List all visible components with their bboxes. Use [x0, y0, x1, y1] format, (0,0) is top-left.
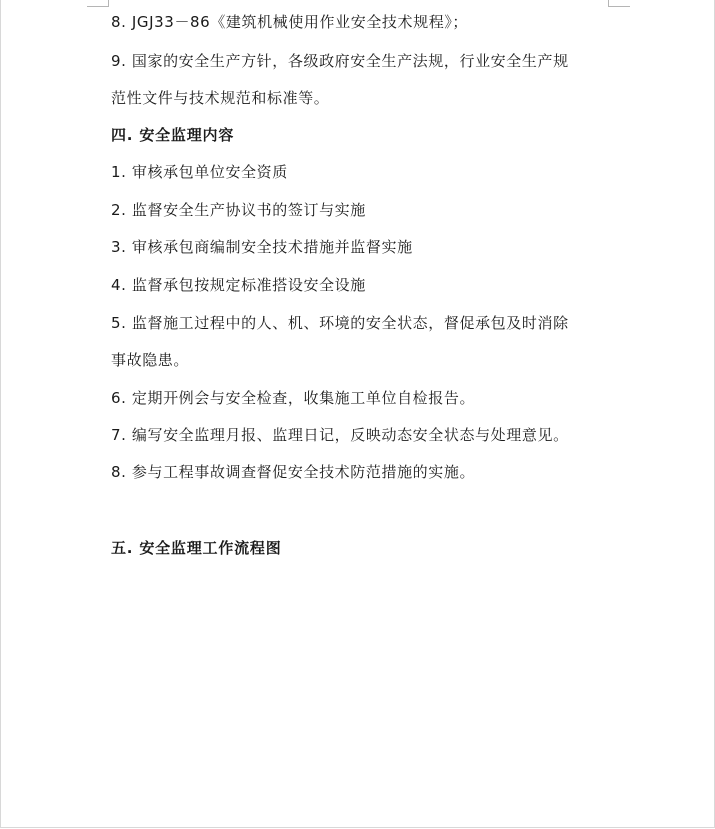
list-item-content-7: 7. 编写安全监理月报、监理日记，反映动态安全状态与处理意见。: [111, 426, 569, 444]
list-item-content-1: 1. 审核承包单位安全资质: [111, 163, 288, 181]
section-heading-4: 四. 安全监理内容: [111, 126, 235, 144]
section-heading-5: 五. 安全监理工作流程图: [111, 539, 282, 557]
list-item-standard-9-continued: 范性文件与技术规范和标准等。: [111, 89, 330, 107]
list-item-standard-9: 9. 国家的安全生产方针，各级政府安全生产法规，行业安全生产规: [111, 52, 569, 70]
list-item-standard-8: 8. JGJ33－86《建筑机械使用作业安全技术规程》；: [111, 13, 469, 31]
list-item-content-2: 2. 监督安全生产协议书的签订与实施: [111, 201, 366, 219]
list-item-content-5: 5. 监督施工过程中的人、机、环境的安全状态，督促承包及时消除: [111, 314, 569, 332]
list-item-content-4: 4. 监督承包按规定标准搭设安全设施: [111, 276, 366, 294]
list-item-content-6: 6. 定期开例会与安全检查，收集施工单位自检报告。: [111, 389, 476, 407]
list-item-content-5-continued: 事故隐患。: [111, 351, 190, 369]
list-item-content-8: 8. 参与工程事故调查督促安全技术防范措施的实施。: [111, 463, 476, 481]
list-item-content-3: 3. 审核承包商编制安全技术措施并监督实施: [111, 238, 413, 256]
page-corner-mark-right: [608, 0, 630, 7]
page-corner-mark-left: [87, 0, 109, 7]
